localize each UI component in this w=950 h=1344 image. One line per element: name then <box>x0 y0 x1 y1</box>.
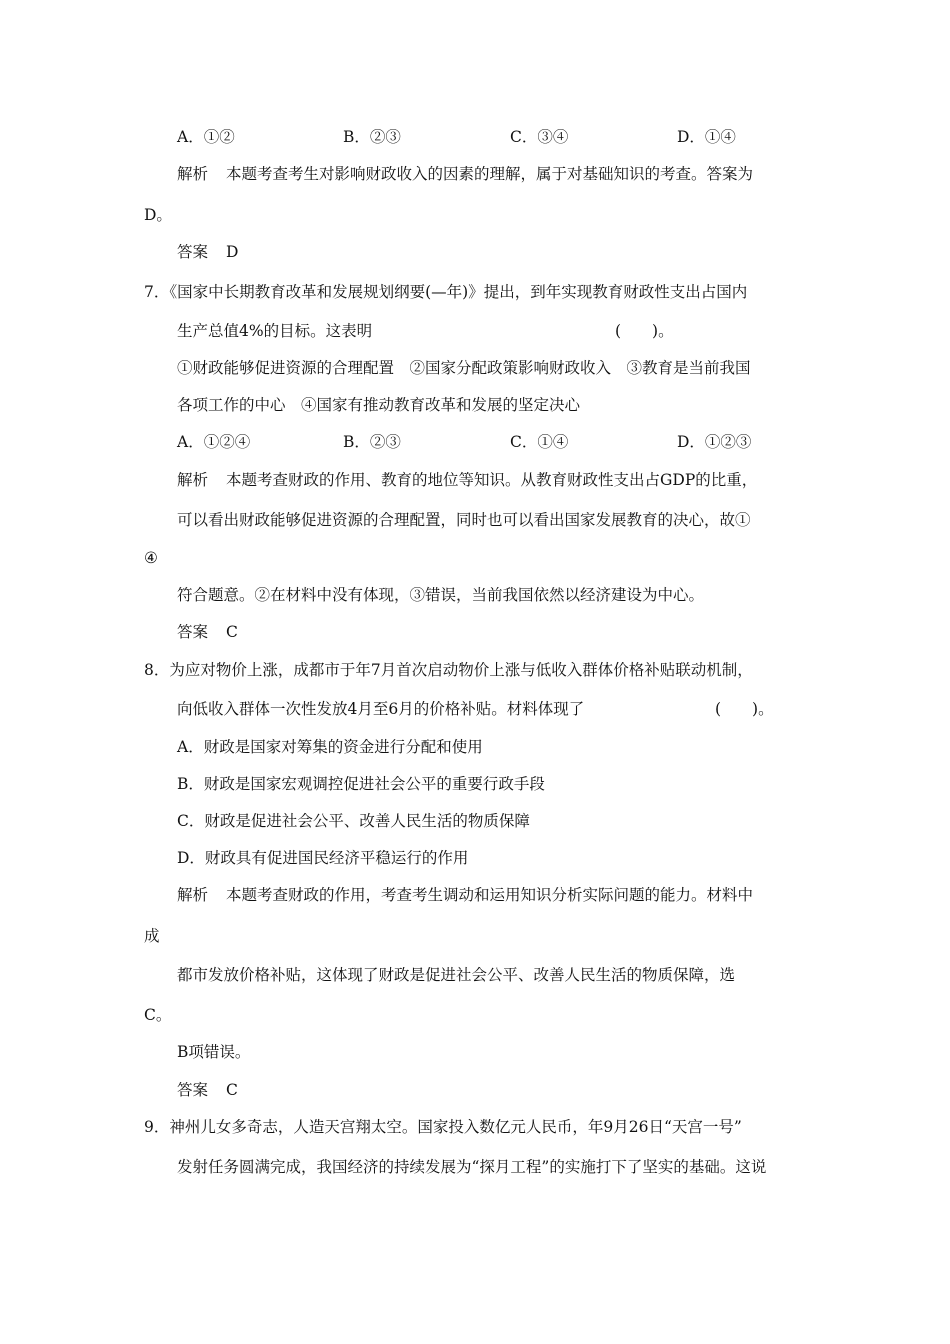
q6-analysis-text1: 本题考查考生对影响财政收入的因素的理解，属于对基础知识的考查。答案为 <box>226 165 754 183</box>
q8-option-d: D．财政具有促进国民经济平稳运行的作用 <box>177 849 469 867</box>
q6-analysis-line1 <box>177 164 753 184</box>
q8-analysis-line2: 成 <box>144 927 160 945</box>
q8-option-b: B．财政是国家宏观调控促进社会公平的重要行政手段 <box>177 775 545 793</box>
q7-items-line1: ①财政能够促进资源的合理配置 ②国家分配政策影响财政收入 ③教育是当前我国 <box>177 359 751 377</box>
q8-answer-value: C <box>226 1081 238 1099</box>
q6-answer-value: D <box>226 243 239 261</box>
q8-analysis-line3: 都市发放价格补贴，这体现了财政是促进社会公平、改善人民生活的物质保障，选 <box>177 966 736 984</box>
q8-answer-label: 答案 <box>177 1081 209 1099</box>
q7-analysis-line3: ④ <box>144 549 158 567</box>
q8-stem-line2: 向低收入群体一次性发放4月至6月的价格补贴。材料体现了 <box>177 700 585 718</box>
q8-analysis-line5: B项错误。 <box>177 1043 251 1061</box>
q8-answer <box>177 1080 238 1100</box>
q7-analysis-line2: 可以看出财政能够促进资源的合理配置，同时也可以看出国家发展教育的决心，故① <box>177 511 751 529</box>
q7-analysis-line1 <box>177 470 757 490</box>
q7-stem-line2: 生产总值4%的目标。这表明 <box>177 322 373 340</box>
q7-stem-line1: 7．《国家中长期教育改革和发展规划纲要(—年)》提出，到年实现教育财政性支出占国内 <box>144 283 748 301</box>
q7-items-line2: 各项工作的中心 ④国家有推动教育改革和发展的坚定决心 <box>177 396 581 414</box>
q8-analysis-text1: 本题考查财政的作用，考查考生调动和运用知识分析实际问题的能力。材料中 <box>226 886 754 904</box>
q8-option-c: C．财政是促进社会公平、改善人民生活的物质保障 <box>177 812 530 830</box>
q7-option-b: B．②③ <box>343 433 401 451</box>
q6-option-b: B．②③ <box>343 128 401 146</box>
q7-analysis-text1: 本题考查财政的作用、教育的地位等知识。从教育财政性支出占GDP的比重， <box>226 471 758 489</box>
q7-answer-label: 答案 <box>177 623 209 641</box>
q6-option-d: D．①④ <box>677 128 736 146</box>
q6-analysis-line2: D。 <box>144 206 172 224</box>
q7-option-d: D．①②③ <box>677 433 752 451</box>
q6-answer-label: 答案 <box>177 243 209 261</box>
q6-answer <box>177 242 238 262</box>
q8-option-a: A．财政是国家对筹集的资金进行分配和使用 <box>177 738 483 756</box>
q8-answer-bracket: ( )。 <box>715 700 774 718</box>
q7-analysis-label: 解析 <box>177 471 209 489</box>
q9-stem-line1: 9．神州儿女多奇志，人造天宫翔太空。国家投入数亿元人民币，年9月26日“天宫一号” <box>144 1118 742 1136</box>
q6-option-c: C．③④ <box>510 128 569 146</box>
q8-stem-line1: 8．为应对物价上涨，成都市于年7月首次启动物价上涨与低收入群体价格补贴联动机制， <box>144 661 753 679</box>
q9-stem-line2: 发射任务圆满完成，我国经济的持续发展为“探月工程”的实施打下了坚实的基础。这说 <box>177 1158 767 1176</box>
q7-answer <box>177 622 238 642</box>
q7-option-c: C．①④ <box>510 433 569 451</box>
q7-analysis-line4: 符合题意。②在材料中没有体现，③错误，当前我国依然以经济建设为中心。 <box>177 586 705 604</box>
q7-answer-bracket: ( )。 <box>615 322 674 340</box>
q8-analysis-line1 <box>177 885 753 905</box>
q6-option-a: A．①② <box>177 128 235 146</box>
q8-analysis-line4: C。 <box>144 1006 172 1024</box>
q7-answer-value: C <box>226 623 238 641</box>
q8-analysis-label: 解析 <box>177 886 209 904</box>
q7-option-a: A．①②④ <box>177 433 251 451</box>
q6-analysis-label: 解析 <box>177 165 209 183</box>
